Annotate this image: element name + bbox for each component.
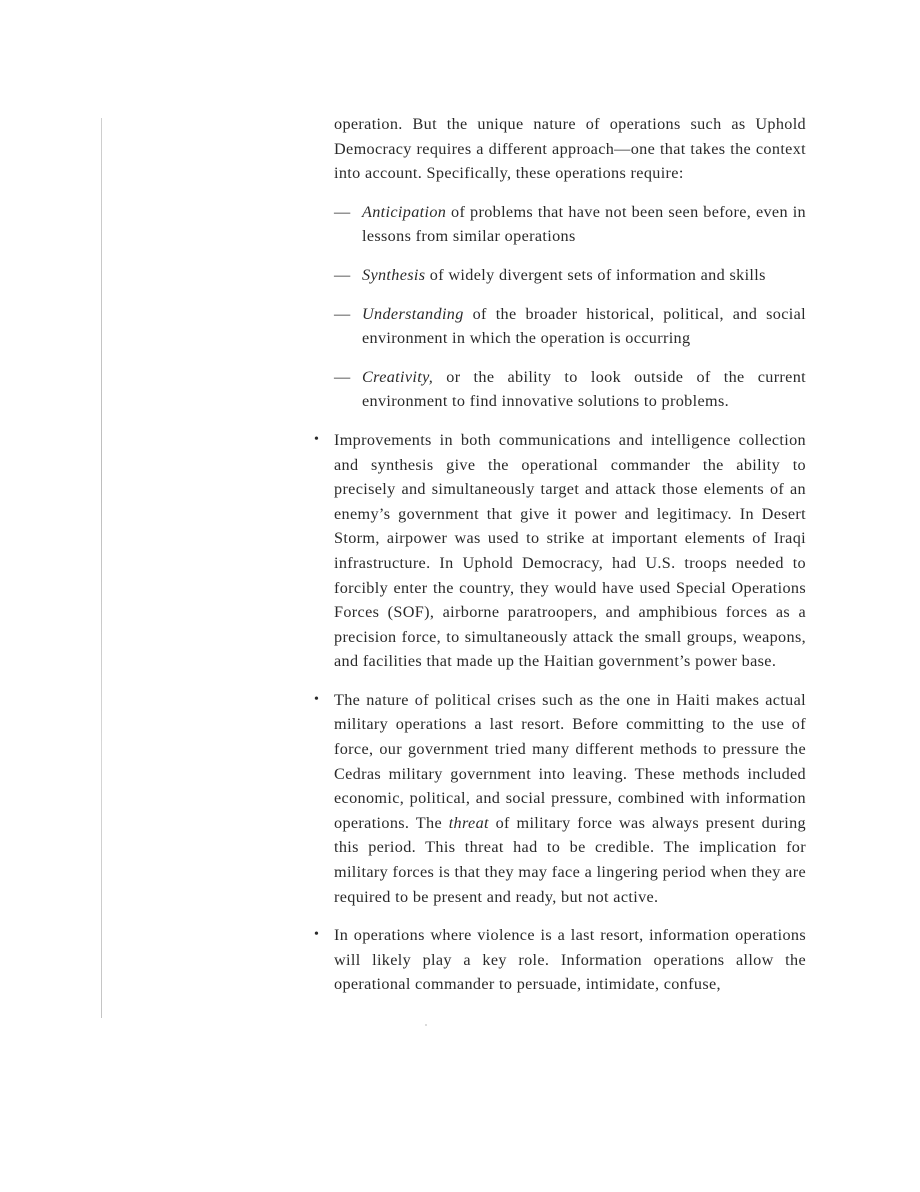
- requirement-term: Anticipation: [362, 202, 447, 221]
- dash-marker: —: [334, 202, 351, 221]
- bullet-text: Improvements in both communications and intelligence collection and synthesis give the operational commander the ability to precisely and simultaneously target and attack those elements of an enemy’s government that give it power and legitimacy. In Desert Storm, airpower was used to strike at important elements of Iraqi infrastructure. In Uphold Democracy, had U.S. troops needed to forcibly enter the country, they would have used Special Operations Forces (SOF), airborne paratroopers, and amphibious forces as a precision force, to simultaneously attack the small groups, weapons, and facilities that made up the Haitian government’s power base.: [334, 430, 806, 671]
- bullet-marker: •: [314, 691, 320, 707]
- requirements-list: [334, 200, 806, 414]
- requirement-text: of the broader historical, political, and social environment in which the operation is occurring: [362, 304, 806, 348]
- intro-paragraph: operation. But the unique nature of operations such as Uphold Democracy requires a different approach—one that takes the context into account. Specifically, these operations require:: [334, 115, 806, 183]
- dash-marker: —: [334, 367, 351, 386]
- dash-marker: —: [334, 265, 351, 284]
- requirement-term: Creativity,: [362, 367, 434, 386]
- bullet-text: In operations where violence is a last resort, information operations will likely play a key role. Information operations allow the operational commander to persuade, intimidate, confuse,: [334, 926, 806, 994]
- bullet-item-precision: [314, 428, 806, 674]
- list-item: [334, 200, 806, 249]
- bullet-marker: •: [314, 927, 320, 943]
- scan-speck: [425, 1024, 427, 1026]
- list-item: [334, 302, 806, 351]
- margin-rule: [101, 118, 102, 1018]
- list-item: [334, 365, 806, 414]
- requirement-text: or the ability to look outside of the current environment to find innovative solutions to problems.: [362, 367, 806, 411]
- bullet-marker: •: [314, 431, 320, 447]
- bullet-item-last-resort: [314, 688, 806, 909]
- list-item: [334, 263, 806, 288]
- requirement-term: Understanding: [362, 304, 464, 323]
- requirement-term: Synthesis: [362, 265, 426, 284]
- bullet-text-before: The nature of political crises such as the one in Haiti makes actual military operations a last resort. Before committing to the use of force, our government tried many different methods to pressure the Cedras military government into leaving. These methods included economic, political, and social pressure, combined with information operations. The: [334, 690, 806, 832]
- bullet-item-information-ops: [314, 923, 806, 997]
- requirement-text: of widely divergent sets of information and skills: [425, 265, 766, 284]
- bullet-text-after: of military force was always present during this period. This threat had to be credible. The implication for military forces is that they may face a lingering period when they are required to be present and ready, but not active.: [334, 813, 806, 906]
- page-body: [314, 112, 806, 1011]
- bullet-list: [314, 428, 806, 997]
- requirement-text: of problems that have not been seen before, even in lessons from similar operations: [362, 202, 806, 246]
- dash-marker: —: [334, 304, 351, 323]
- bullet-emphasis: threat: [448, 813, 489, 832]
